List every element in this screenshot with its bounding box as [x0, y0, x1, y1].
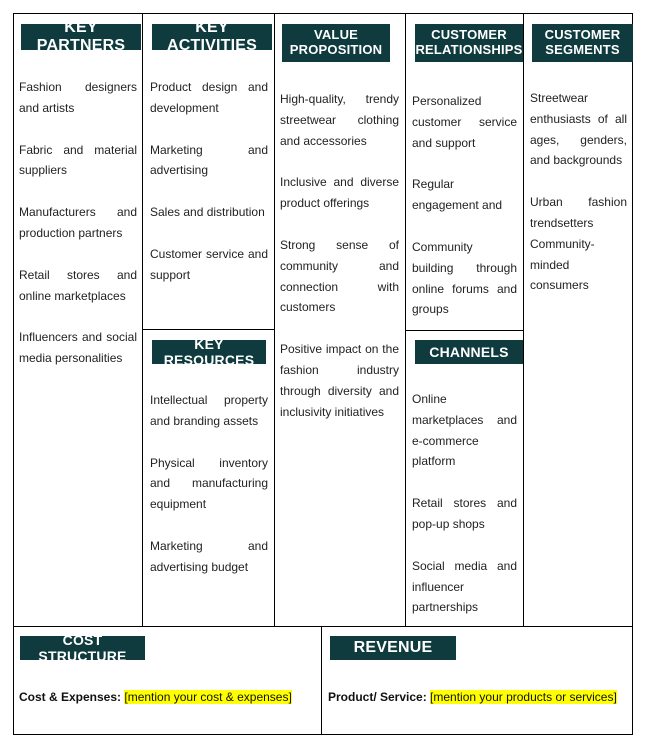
list-item: Retail stores and online marketplaces — [19, 267, 137, 303]
customer-segments-list — [530, 88, 627, 296]
list-item: Marketing and advertising — [150, 142, 268, 178]
list-item: Personalized customer service and support — [412, 94, 517, 150]
customer-relationships-header — [415, 24, 523, 62]
divider — [406, 330, 523, 331]
list-item: Marketing and advertising budget — [150, 538, 268, 574]
revenue-label: Product/ Service: — [328, 690, 427, 704]
divider — [321, 626, 322, 734]
revenue-placeholder: [mention your products or services] — [430, 690, 617, 704]
revenue-header: REVENUE — [330, 636, 456, 660]
list-item: Fabric and material suppliers — [19, 142, 137, 178]
cost-placeholder: [mention your cost & expenses] — [124, 690, 292, 704]
divider — [523, 14, 524, 626]
list-item: Customer service and support — [150, 246, 268, 282]
channels-header: CHANNELS — [415, 340, 523, 364]
cost-label: Cost & Expenses: — [19, 690, 122, 704]
list-item: Product design and development — [150, 80, 268, 115]
cost-structure-text — [19, 690, 292, 704]
channels-list — [412, 389, 517, 618]
customer-segments-header — [532, 24, 633, 62]
header-line: SEGMENTS — [545, 42, 620, 57]
divider — [274, 14, 275, 626]
list-item: Community building through online forums and groups — [412, 239, 517, 317]
list-item: Online marketplaces and e-commerce platform — [412, 392, 517, 469]
business-model-canvas — [13, 13, 633, 735]
value-proposition-header — [282, 24, 390, 62]
key-resources-header: KEY RESOURCES — [152, 340, 266, 364]
key-partners-list — [19, 77, 137, 369]
list-item: Intellectual property and branding assets — [150, 393, 268, 428]
divider — [14, 626, 632, 627]
list-item: Physical inventory and manufacturing equipment — [150, 455, 268, 512]
key-activities-list — [150, 77, 268, 286]
header-line: RELATIONSHIPS — [415, 42, 523, 57]
key-resources-list — [150, 390, 268, 578]
list-item: Sales and distribution — [150, 205, 265, 220]
value-proposition-list — [280, 89, 399, 422]
list-item: Positive impact on the fashion industry through diversity and inclusivity initiatives — [280, 342, 399, 419]
list-item: Retail stores and pop-up shops — [412, 496, 517, 531]
header-line: CUSTOMER — [544, 27, 621, 43]
header-line: PROPOSITION — [289, 42, 383, 57]
list-item: Influencers and social media personalities — [19, 330, 137, 366]
header-line: VALUE — [313, 27, 359, 43]
divider — [143, 329, 274, 330]
divider — [405, 14, 406, 626]
customer-relationships-list — [412, 91, 517, 320]
revenue-text — [328, 690, 617, 704]
list-item: Inclusive and diverse product offerings — [280, 175, 399, 211]
list-item: High-quality, trendy streetwear clothing and accessories — [280, 92, 399, 148]
key-partners-header: KEY PARTNERS — [21, 24, 141, 50]
list-item: Strong sense of community and connection with customers — [280, 237, 399, 315]
header-line: CUSTOMER — [431, 27, 507, 43]
list-item: Manufacturers and production partners — [19, 205, 137, 240]
key-activities-header: KEY ACTIVITIES — [152, 24, 272, 50]
list-item: Regular engagement and — [412, 177, 503, 213]
cost-structure-header: COST STRUCTURE — [20, 636, 145, 660]
list-item: Fashion designers and artists — [19, 80, 137, 115]
list-item: Urban fashion trendsetters Community-minded consumers — [530, 195, 627, 293]
list-item: Social media and influencer partnerships — [412, 558, 517, 615]
divider — [142, 14, 143, 626]
list-item: Streetwear enthusiasts of all ages, genders, and backgrounds — [530, 91, 627, 168]
